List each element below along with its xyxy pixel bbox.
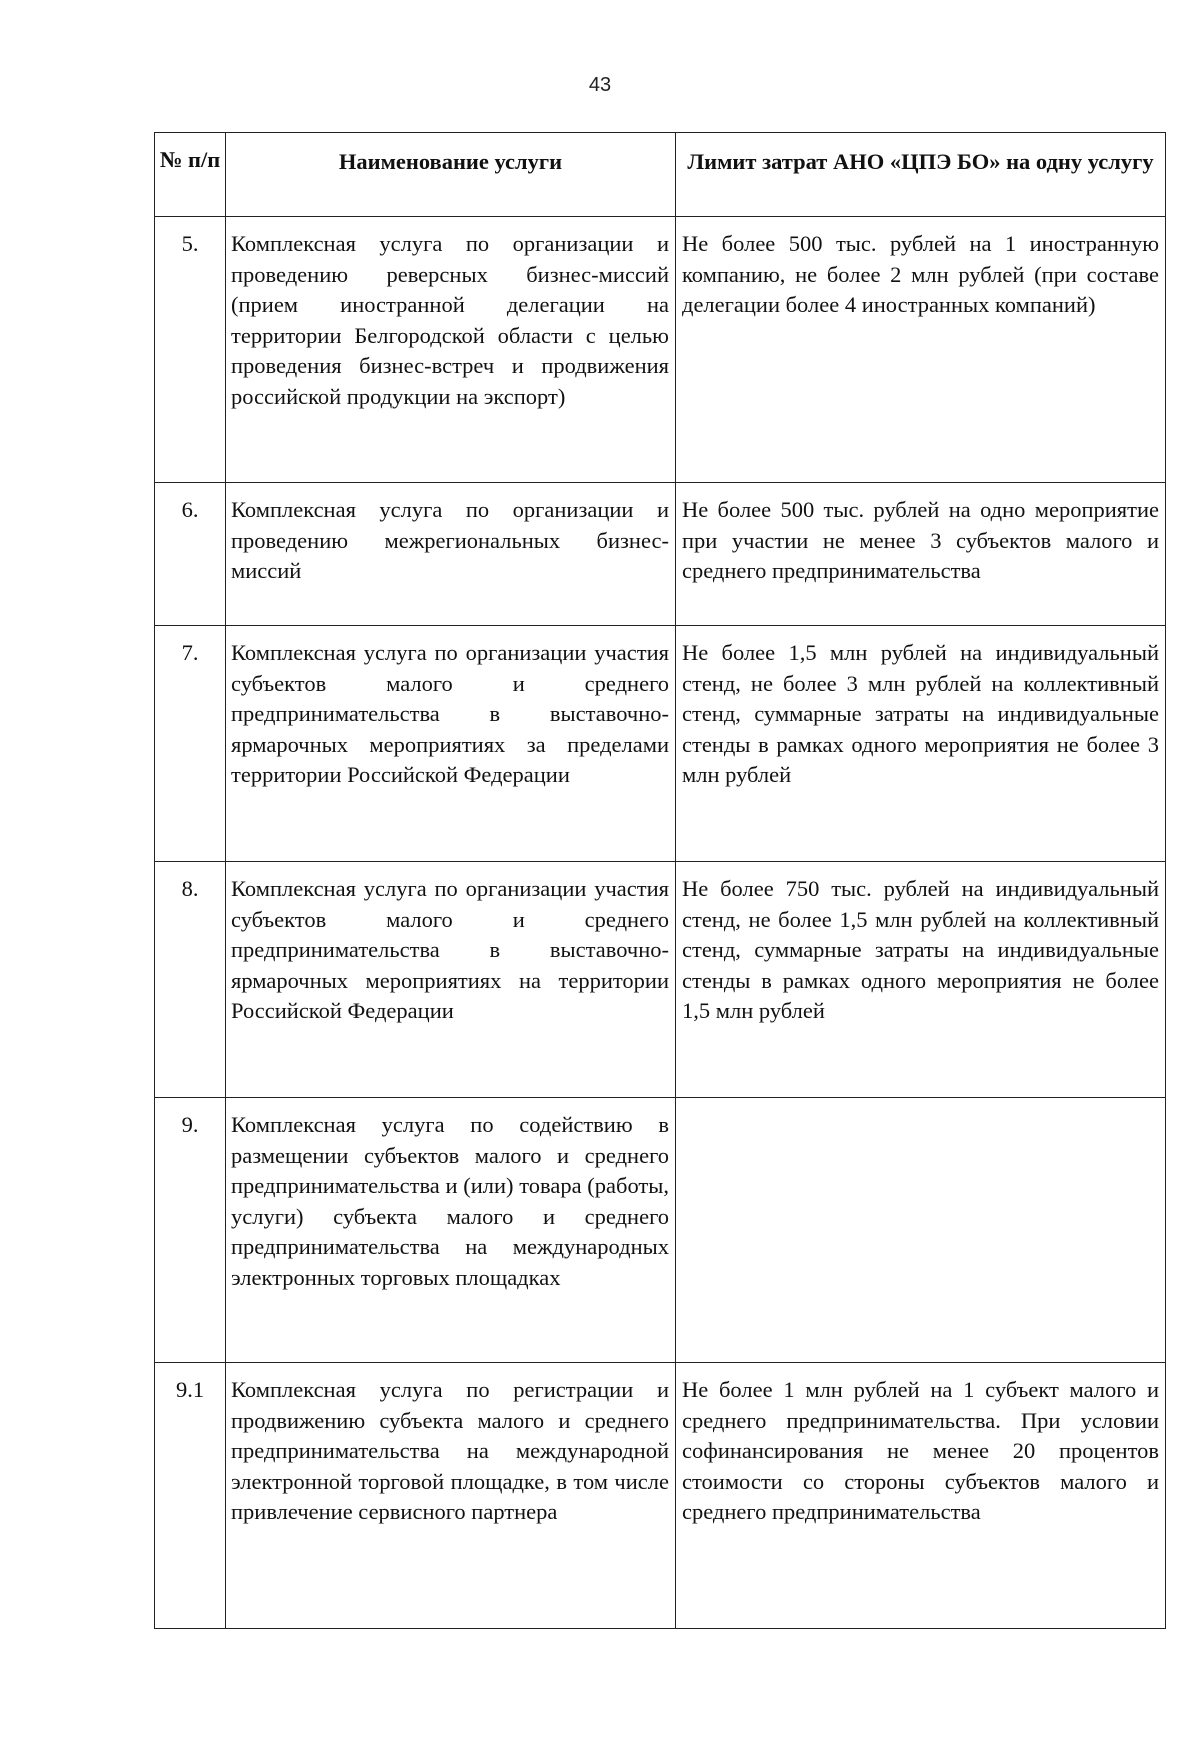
row-number: 9.1 (155, 1363, 226, 1629)
row-number: 8. (155, 862, 226, 1098)
services-table (154, 132, 1166, 1629)
header-service-name: Наименование услуги (226, 133, 676, 217)
header-number: № п/п (155, 133, 226, 217)
service-name: Комплексная услуга по организации и проведению реверсных бизнес-миссий (прием иностранной делегации на территории Белгородской области с целью проведения бизнес-встреч и продвижения российской продукции на экспорт) (226, 217, 676, 483)
service-name: Комплексная услуга по организации и проведению межрегиональных бизнес-миссий (226, 483, 676, 626)
table-row (155, 217, 1166, 483)
table-row (155, 1363, 1166, 1629)
cost-limit: Не более 1 млн рублей на 1 субъект малого и среднего предпринимательства. При условии софинансирования не менее 20 процентов стоимости со стороны субъектов малого и среднего предпринимательства (676, 1363, 1166, 1629)
row-number: 5. (155, 217, 226, 483)
cost-limit (676, 1098, 1166, 1363)
table-header-row (155, 133, 1166, 217)
cost-limit: Не более 1,5 млн рублей на индивидуальный стенд, не более 3 млн рублей на коллективный стенд, суммарные затраты на индивидуальные стенды в рамках одного мероприятия не более 3 млн рублей (676, 626, 1166, 862)
service-name: Комплексная услуга по содействию в размещении субъектов малого и среднего предпринимательства и (или) товара (работы, услуги) субъекта малого и среднего предпринимательства на международных электронных торговых площадках (226, 1098, 676, 1363)
cost-limit: Не более 500 тыс. рублей на одно мероприятие при участии не менее 3 субъектов малого и среднего предпринимательства (676, 483, 1166, 626)
cost-limit: Не более 500 тыс. рублей на 1 иностранную компанию, не более 2 млн рублей (при составе делегации более 4 иностранных компаний) (676, 217, 1166, 483)
table-row (155, 1098, 1166, 1363)
service-name: Комплексная услуга по организации участия субъектов малого и среднего предпринимательства в выставочно-ярмарочных мероприятиях на территории Российской Федерации (226, 862, 676, 1098)
row-number: 6. (155, 483, 226, 626)
table-row (155, 862, 1166, 1098)
header-cost-limit: Лимит затрат АНО «ЦПЭ БО» на одну услугу (676, 133, 1166, 217)
row-number: 7. (155, 626, 226, 862)
page-number: 43 (588, 74, 612, 96)
service-name: Комплексная услуга по регистрации и продвижению субъекта малого и среднего предпринимательства на международной электронной торговой площадке, в том числе привлечение сервисного партнера (226, 1363, 676, 1629)
service-name: Комплексная услуга по организации участия субъектов малого и среднего предпринимательства в выставочно-ярмарочных мероприятиях за пределами территории Российской Федерации (226, 626, 676, 862)
table-row (155, 626, 1166, 862)
cost-limit: Не более 750 тыс. рублей на индивидуальный стенд, не более 1,5 млн рублей на коллективный стенд, суммарные затраты на индивидуальные стенды в рамках одного мероприятия не более 1,5 млн рублей (676, 862, 1166, 1098)
row-number: 9. (155, 1098, 226, 1363)
table-row (155, 483, 1166, 626)
